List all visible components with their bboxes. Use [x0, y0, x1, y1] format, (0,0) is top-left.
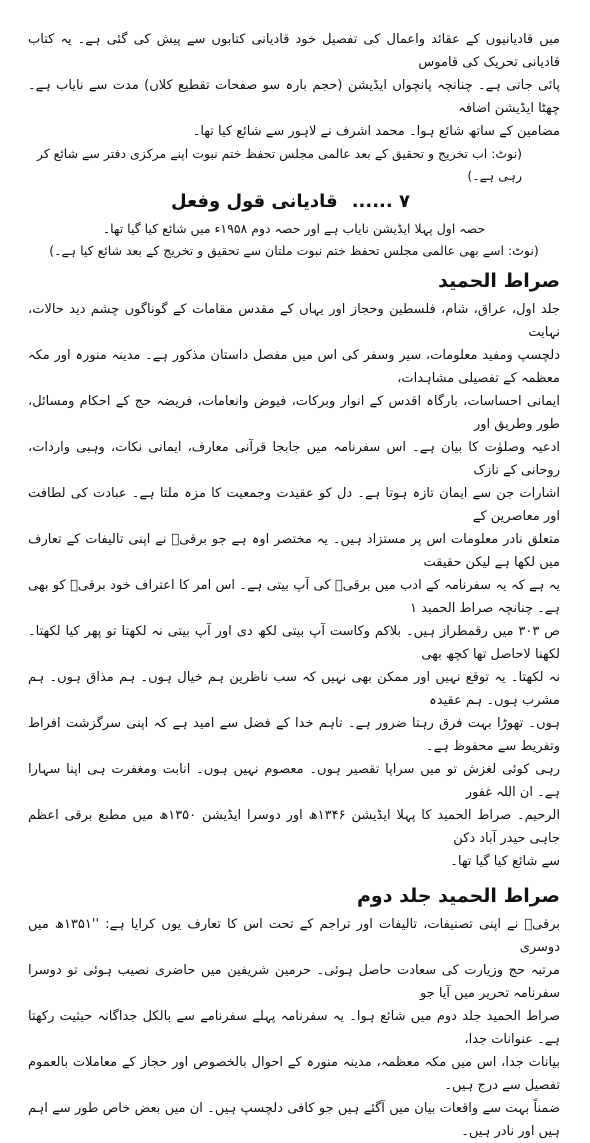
sirat-line: دلچسپ ومفید معلومات، سیر وسفر کی اس میں مفصل داستان مذکور ہے۔ مدینہ منورہ اور مکہ معظمہ کے تفصیلی مشاہدات، [28, 348, 560, 386]
section-number: ۷ ...... [351, 191, 410, 212]
sirat-vol2-heading: صراط الحمید جلد دوم [357, 885, 560, 907]
sirat-line: الرحیم۔ صراط الحمید کا پہلا ایڈیشن ۱۳۴۶ھ اور دوسرا ایڈیشن ۱۳۵۰ھ میں مطبع برقی اعظم جاہی حیدر آباد دکن [28, 808, 560, 846]
sirat2-line: مرتبہ حج وزیارت کی سعادت حاصل ہوئی۔ حرمین شریفین میں حاضری نصیب ہوئی تو دوسرا سفرنامہ تحریر میں آیا جو [28, 963, 560, 1001]
section-7-note: (نوٹ: اسے بھی عالمی مجلس تحفظ ختم نبوت ملتان سے تحقیق و تخریج کے بعد شائع کیا ہے۔) [49, 243, 539, 258]
sirat-line: یہ ہے کہ یہ سفرنامہ کے ادب میں برقیؒ کی آپ بیتی ہے۔ اس امر کا اعتراف خود برقیؒ کو بھی ہے۔ چنانچہ صراط الحمید ۱ [28, 578, 560, 616]
sirat-line: سے شائع کیا گیا تھا۔ [450, 854, 560, 869]
sirat-heading: صراط الحمید [438, 270, 560, 292]
sirat2-line: ضمناً بہت سے واقعات بیان میں آگئے ہیں جو کافی دلچسپ ہیں۔ ان میں بعض خاص طور سے اہم ہیں اور نادر ہیں۔ [28, 1101, 560, 1139]
section-7-text: حصہ اول پہلا ایڈیشن نایاب ہے اور حصہ دوم ۱۹۵۸ء میں شائع کیا گیا تھا۔ [102, 221, 486, 236]
intro-line: مضامین کے ساتھ شائع ہوا۔ محمد اشرف نے لاہور سے شائع کیا تھا۔ [192, 124, 560, 139]
intro-line: میں قادیانیوں کے عقائد واعمال کی تفصیل خود قادیانی کتابوں سے پیش کی گئی ہے۔ یہ کتاب قادیانی تحریک کی قاموس [28, 32, 560, 70]
sirat-line: ایمانی احساسات، بارگاہ اقدس کے انوار وبرکات، فیوض وانعامات، فریضہ حج کے احکام ومسائل، طور وطریق اور [28, 394, 560, 432]
sirat-line: متعلق نادر معلومات اس پر مستزاد ہیں۔ یہ مختصر اوہ ہے جو برقیؒ نے اپنی تالیفات کے تعارف میں لکھا ہے لیکن حقیقت [28, 532, 560, 570]
sirat-line: ادعیہ وصلوٰت کا بیان ہے۔ اس سفرنامہ میں جابجا قرآنی معارف، ایمانی نکات، وہبی واردات، روحانی کے نازک [28, 440, 560, 478]
section-title: قادیانی قول وفعل [171, 191, 338, 212]
sirat2-line: برقیؒ نے اپنی تصنیفات، تالیفات اور تراجم کے تحت اس کا تعارف یوں کرایا ہے: ''۱۳۵۱ھ میں دوسری [28, 917, 560, 955]
sirat2-line: صراط الحمید جلد دوم میں شائع ہوا۔ یہ سفرنامہ پہلے سفرنامے سے بالکل جداگانہ حیثیت رکھتا ہے۔ عنوانات جدا، [28, 1009, 560, 1047]
sirat-line: رہی کوئی لغزش تو میں سراپا تقصیر ہوں۔ معصوم نہیں ہوں۔ انابت ومغفرت ہی اپنا سہارا ہے۔ ان اللہ غفور [28, 762, 560, 800]
intro-line: پائی جاتی ہے۔ چنانچہ پانچواں ایڈیشن (حجم بارہ سو صفحات تقطیع کلاں) مدت سے نایاب ہے۔ چھٹا ایڈیشن اضافہ [28, 78, 560, 116]
sirat2-line: بیانات جدا، اس میں مکہ معظمہ، مدینہ منورہ کے احوال بالخصوص اور حجاز کے معاملات بالعموم تفصیل سے درج ہیں۔ [28, 1055, 560, 1093]
sirat-line: اشارات جن سے ایمان تازہ ہوتا ہے۔ دل کو عقیدت وجمعیت کا مزہ ملتا ہے۔ عبادت کی لطافت اور معاصرین کے [28, 486, 560, 524]
intro-note: (نوٹ: اب تخریج و تحقیق کے بعد عالمی مجلس تحفظ ختم نبوت اپنے مرکزی دفتر سے شائع کر رہی ہے۔) [36, 146, 522, 183]
sirat-line: نہ لکھتا۔ یہ توقع نہیں اور ممکن بھی نہیں کہ سب ناظرین ہم خیال ہوں۔ ہم مذاق ہوں۔ ہم مشرب ہوں۔ ہم عقیدہ [28, 670, 560, 708]
sirat-line: ص ۳۰۳ میں رقمطراز ہیں۔ بلاکم وکاست آپ بیتی لکھ دی اور آپ بیتی نہ لکھتا تو پھر کیا لکھتا۔ لکھنا لاحاصل تھا کچھ بھی [28, 624, 560, 662]
sirat-line: ہوں۔ تھوڑا بہت فرق رہتا ضرور ہے۔ تاہم خدا کے فضل سے امید ہے کہ اپنی سرگزشت افراط وتفریط سے محفوظ ہے۔ [28, 716, 560, 754]
sirat-line: جلد اول، عراق، شام، فلسطین وحجاز اور یہاں کے مقدس مقامات کے گوناگوں چشم دید حالات، نہایت [28, 302, 560, 340]
section-7-heading [28, 191, 560, 212]
